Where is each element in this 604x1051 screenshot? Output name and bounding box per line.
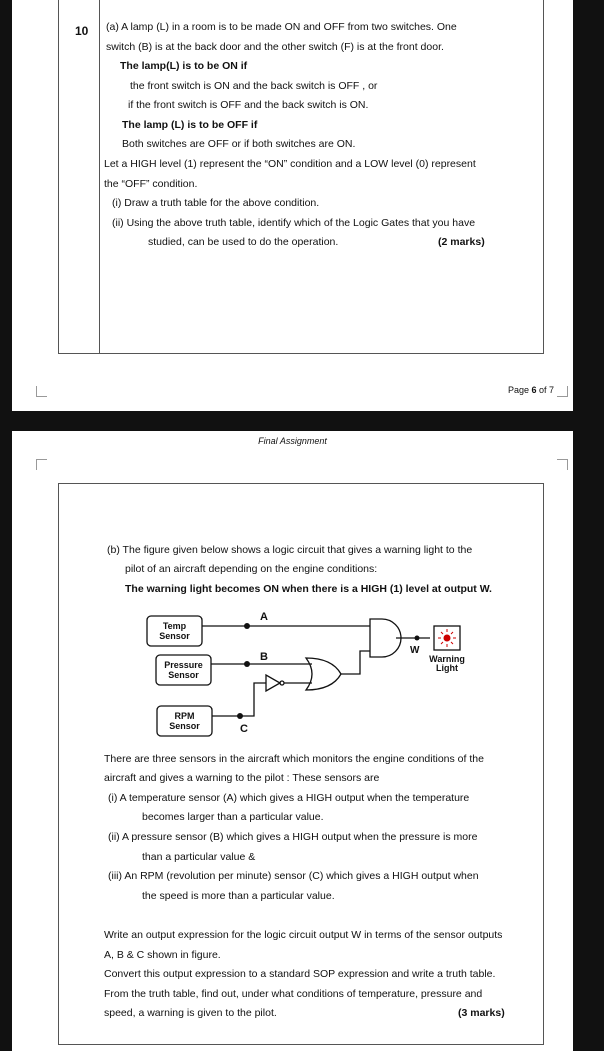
text-line: There are three sensors in the aircraft which monitors the engine conditions of the [104, 753, 484, 765]
text-line: the front switch is ON and the back switch is OFF , or [130, 80, 378, 92]
text-line: studied, can be used to do the operation. [148, 236, 339, 248]
or-gate [306, 658, 341, 690]
text-line: (i) Draw a truth table for the above condition. [112, 197, 320, 209]
warning-light-label: Warning [429, 654, 465, 664]
pressure-sensor-label: Sensor [168, 670, 199, 680]
text-line: if the front switch is OFF and the back switch is ON. [128, 99, 369, 111]
text-line: aircraft and gives a warning to the pilot : These sensors are [104, 772, 380, 784]
temp-sensor-label: Temp [162, 621, 187, 631]
text-line: than a particular value & [142, 851, 256, 863]
junction-c [237, 713, 243, 719]
text-line: the speed is more than a particular value. [142, 890, 335, 902]
text-line: speed, a warning is given to the pilot. [104, 1007, 277, 1019]
text-line: Convert this output expression to a standard SOP expression and write a truth table. [104, 968, 496, 980]
text-line: (ii) Using the above truth table, identify which of the Logic Gates that you have [112, 217, 476, 229]
not-gate [266, 675, 280, 691]
rpm-sensor-label: RPM [174, 711, 195, 721]
marks-label: (3 marks) [458, 1007, 505, 1019]
list-item: (iii) An RPM (revolution per minute) sensor (C) which gives a HIGH output when [108, 870, 479, 882]
text-line: Let a HIGH level (1) represent the “ON” condition and a LOW level (0) represent [104, 158, 476, 170]
logic-circuit-diagram [142, 606, 482, 746]
signal-label-b: B [260, 651, 268, 663]
crop-mark [36, 459, 47, 470]
text-line: (b) The figure given below shows a logic circuit that gives a warning light to the [107, 544, 473, 556]
list-item: (ii) A pressure sensor (B) which gives a HIGH output when the pressure is more [108, 831, 478, 843]
signal-label-a: A [260, 611, 268, 623]
text-line-bold: The lamp(L) is to be ON if [120, 60, 248, 72]
text-line-bold: The warning light becomes ON when there is a HIGH (1) level at output W. [125, 583, 492, 595]
pressure-sensor-label: Pressure [164, 660, 203, 670]
warning-light-label: Light [436, 663, 458, 673]
text-line-bold: The lamp (L) is to be OFF if [122, 119, 258, 131]
text-line: the “OFF” condition. [104, 178, 198, 190]
question-number-column [59, 0, 100, 353]
marks-label: (2 marks) [438, 236, 485, 248]
wire-or-out [341, 651, 370, 674]
crop-mark [557, 459, 568, 470]
signal-label-w: W [410, 645, 420, 656]
crop-mark [557, 386, 568, 397]
wire-c [212, 683, 266, 716]
page-header: Final Assignment [258, 436, 327, 446]
not-bubble [280, 681, 284, 685]
document-page-6 [12, 0, 573, 411]
text-line: (a) A lamp (L) in a room is to be made ON and OFF from two switches. One [106, 21, 457, 33]
text-line: Write an output expression for the logic circuit output W in terms of the sensor outputs [104, 929, 503, 941]
text-line: pilot of an aircraft depending on the engine conditions: [125, 563, 378, 575]
signal-label-c: C [240, 723, 248, 735]
question-number: 10 [75, 24, 89, 38]
crop-mark [36, 386, 47, 397]
text-line: A, B & C shown in figure. [104, 949, 221, 961]
text-line: Both switches are OFF or if both switches are ON. [122, 138, 356, 150]
page-number: Page 6 of 7 [508, 385, 555, 395]
text-line: switch (B) is at the back door and the other switch (F) is at the front door. [106, 41, 444, 53]
text-line: From the truth table, find out, under what conditions of temperature, pressure and [104, 988, 483, 1000]
junction-a [244, 623, 250, 629]
document-page-7 [12, 431, 573, 1051]
temp-sensor-label: Sensor [159, 631, 190, 641]
list-item: (i) A temperature sensor (A) which gives a HIGH output when the temperature [108, 792, 470, 804]
junction-b [244, 661, 250, 667]
rpm-sensor-label: Sensor [169, 721, 200, 731]
warning-lamp-icon [444, 635, 451, 642]
junction-w [415, 636, 420, 641]
text-line: becomes larger than a particular value. [142, 811, 324, 823]
